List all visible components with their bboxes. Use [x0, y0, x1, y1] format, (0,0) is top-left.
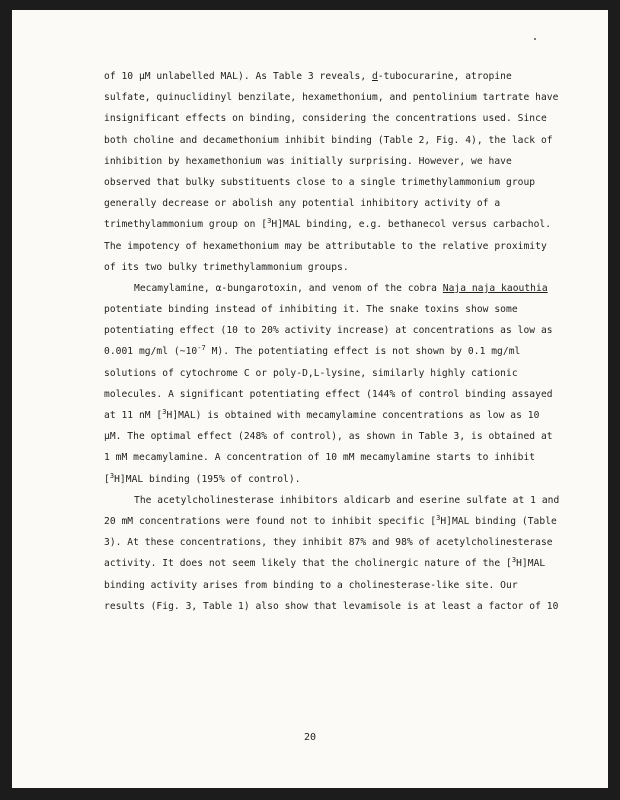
text-line	[104, 278, 588, 299]
superscript: 3	[162, 408, 167, 416]
text-line: generally decrease or abolish any potential inhibitory activity of a	[104, 198, 501, 210]
paper-speck	[534, 38, 536, 40]
superscript: 3	[109, 471, 115, 480]
text-line: results (Fig. 3, Table 1) also show that levamisole is at least a factor of 10	[104, 600, 559, 612]
text-line	[104, 341, 588, 362]
text-segment: of 10 µM unlabelled MAL). As Table 3 reveals,	[104, 71, 372, 82]
text-line: of its two bulky trimethylammonium groups.	[104, 261, 349, 273]
text-segment: -tubocurarine, atropine	[377, 71, 512, 82]
underlined-term: d	[372, 71, 378, 82]
superscript: -7	[197, 344, 206, 353]
text-line: binding activity arises from binding to a cholinesterase-like site. Our	[104, 579, 518, 591]
text-line: µM. The optimal effect (248% of control), as shown in Table 3, is obtained at	[104, 431, 553, 443]
page-number: 20	[303, 732, 317, 743]
text-segment: H]MAL binding (195% of control).	[114, 473, 301, 485]
text-segment: H]MAL binding (Table	[440, 515, 557, 527]
text-line: 3). At these concentrations, they inhibit 87% and 98% of acetylcholinesterase	[104, 537, 553, 549]
text-segment: Mecamylamine, α-bungarotoxin, and venom of the cobra	[134, 282, 443, 294]
text-line	[104, 214, 588, 235]
superscript: 3	[511, 556, 517, 565]
text-segment: at 11 nM [	[104, 410, 163, 421]
text-segment: H]MAL	[516, 558, 546, 570]
text-line: solutions of cytochrome C or poly-D,L-lysine, similarly highly cationic	[104, 367, 518, 379]
text-segment: 20 mM concentrations were found not to inhibit specific [	[104, 515, 437, 527]
text-line	[104, 66, 588, 87]
text-segment: M). The potentiating effect is not shown by 0.1 mg/ml	[205, 346, 521, 358]
text-line: The impotency of hexamethonium may be attributable to the relative proximity	[104, 240, 547, 252]
text-line: both choline and decamethonium inhibit binding (Table 2, Fig. 4), the lack of	[104, 134, 553, 146]
text-segment: trimethylammonium group on [	[104, 219, 268, 231]
text-line: observed that bulky substituents close to a single trimethylammonium group	[104, 176, 536, 188]
text-segment: [	[104, 473, 110, 485]
text-line	[104, 553, 588, 574]
text-segment: H]MAL binding, e.g. bethanecol versus carbachol.	[271, 219, 552, 231]
text-line: molecules. A significant potentiating effect (144% of control binding assayed	[104, 388, 553, 400]
text-line: sulfate, quinuclidinyl benzilate, hexamethonium, and pentolinium tartrate have	[104, 92, 559, 104]
text-line	[104, 469, 588, 490]
text-line: inhibition by hexamethonium was initially surprising. However, we have	[104, 155, 512, 167]
text-line: potentiating effect (10 to 20% activity increase) at concentrations as low as	[104, 325, 553, 337]
text-segment: H]MAL) is obtained with mecamylamine concentrations as low as 10	[166, 410, 540, 421]
superscript: 3	[267, 217, 272, 226]
text-line	[104, 405, 588, 426]
body-text	[104, 66, 588, 617]
text-line: potentiate binding instead of inhibiting it. The snake toxins show some	[104, 304, 518, 316]
text-line: 1 mM mecamylamine. A concentration of 10 mM mecamylamine starts to inhibit	[104, 452, 536, 464]
superscript: 3	[436, 513, 441, 522]
species-name: Naja naja kaouthia	[442, 282, 548, 294]
text-line: The acetylcholinesterase inhibitors aldicarb and eserine sulfate at 1 and	[134, 494, 560, 506]
text-line: insignificant effects on binding, considering the concentrations used. Since	[104, 113, 547, 125]
text-segment: activity. It does not seem likely that the cholinergic nature of the [	[104, 558, 512, 570]
text-segment: 0.001 mg/ml (~10	[104, 346, 198, 358]
document-page	[12, 10, 608, 788]
text-line	[104, 511, 588, 532]
